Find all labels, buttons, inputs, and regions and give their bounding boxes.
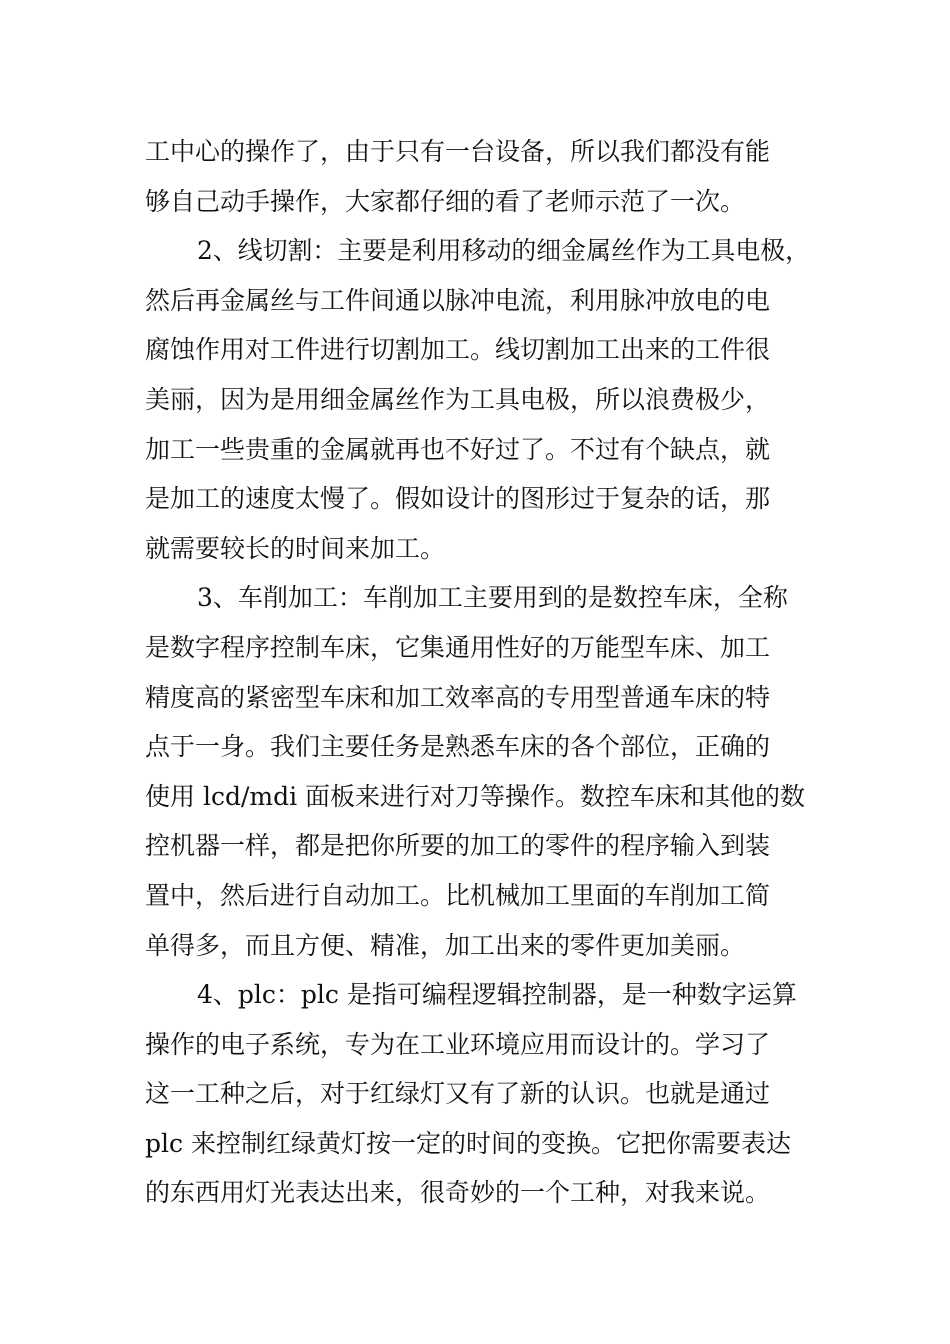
text-line: 工中心的操作了，由于只有一台设备，所以我们都没有能 [145,137,771,166]
text-line: 操作的电子系统，专为在工业环境应用而设计的。学习了 [145,1029,771,1059]
text-line: 点于一身。我们主要任务是熟悉车床的各个部位，正确的 [145,732,771,762]
text-line: 是加工的速度太慢了。假如设计的图形过于复杂的话，那 [145,484,771,514]
paragraph-first-line: 3、车削加工：车削加工主要用到的是数控车床，全称 [197,583,788,613]
text-line: 腐蚀作用对工件进行切割加工。线切割加工出来的工件很 [145,335,771,365]
text-line: 是数字程序控制车床，它集通用性好的万能型车床、加工 [145,632,771,662]
text-line: plc 来控制红绿黄灯按一定的时间的变换。它把你需要表达 [145,1128,791,1158]
document-body [145,127,810,1218]
text-line: 够自己动手操作，大家都仔细的看了老师示范了一次。 [145,186,746,216]
text-line: 使用 lcd/mdi 面板来进行对刀等操作。数控车床和其他的数 [145,781,806,811]
paragraph-first-line: 2、线切割：主要是利用移动的细金属丝作为工具电极， [197,236,811,266]
text-line: 然后再金属丝与工件间通以脉冲电流，利用脉冲放电的电 [145,285,771,315]
text-line: 精度高的紧密型车床和加工效率高的专用型普通车床的特 [145,682,771,712]
text-line: 的东西用灯光表达出来，很奇妙的一个工种，对我来说。 [145,1178,771,1208]
text-line: 置中，然后进行自动加工。比机械加工里面的车削加工简 [145,880,771,910]
text-line: 就需要较长的时间来加工。 [145,533,446,563]
text-line: 单得多，而且方便、精准，加工出来的零件更加美丽。 [145,930,746,960]
text-line: 美丽，因为是用细金属丝作为工具电极，所以浪费极少， [145,384,771,414]
text-line: 控机器一样，都是把你所要的加工的零件的程序输入到装 [145,831,771,861]
paragraph-first-line: 4、plc：plc 是指可编程逻辑控制器，是一种数字运算 [197,980,797,1010]
text-line: 加工一些贵重的金属就再也不好过了。不过有个缺点，就 [145,434,771,464]
text-line: 这一工种之后，对于红绿灯又有了新的认识。也就是通过 [145,1079,771,1109]
